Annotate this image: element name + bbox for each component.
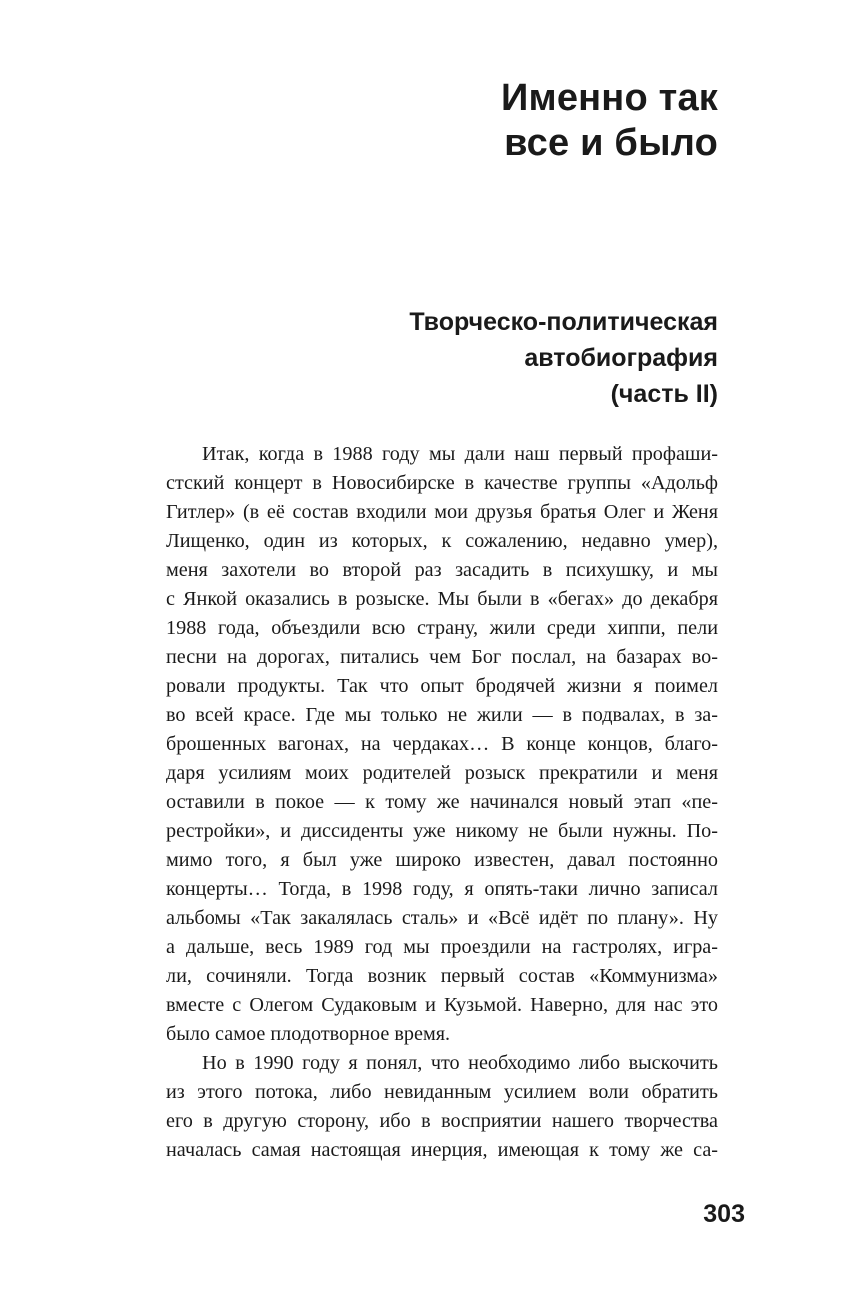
text-line: оставили в покое — к тому же начинался новый этап «пе- bbox=[166, 791, 718, 813]
text-line: стский концерт в Новосибирске в качестве группы «Адольф bbox=[166, 472, 718, 494]
text-line: во всей красе. Где мы только не жили — в подвалах, в за- bbox=[166, 704, 718, 726]
text-line: началась самая настоящая инерция, имеющая к тому же са- bbox=[166, 1139, 718, 1161]
chapter-title-line-2: все и было bbox=[504, 122, 718, 164]
text-line: Но в 1990 году я понял, что необходимо либо выскочить bbox=[202, 1052, 718, 1074]
text-line: Лищенко, один из которых, к сожалению, недавно умер), bbox=[166, 530, 718, 552]
page-number: 303 bbox=[703, 1200, 745, 1228]
text-line: ровали продукты. Так что опыт бродячей жизни я поимел bbox=[166, 675, 718, 697]
text-line: вместе с Олегом Судаковым и Кузьмой. Наверно, для нас это bbox=[166, 994, 718, 1016]
chapter-title-line-1: Именно так bbox=[501, 77, 718, 119]
text-line: Итак, когда в 1988 году мы дали наш первый профаши- bbox=[202, 443, 718, 465]
text-line: его в другую сторону, ибо в восприятии нашего творчества bbox=[166, 1110, 718, 1132]
section-title-line-1: Творческо-политическая bbox=[409, 308, 718, 336]
section-title bbox=[118, 304, 718, 412]
text-line: 1988 года, объездили всю страну, жили среди хиппи, пели bbox=[166, 617, 718, 639]
chapter-title bbox=[118, 76, 718, 166]
section-title-line-2: автобиография bbox=[524, 344, 718, 372]
body-text bbox=[166, 440, 718, 1165]
text-line: из этого потока, либо невиданным усилием воли обратить bbox=[166, 1081, 718, 1103]
paragraph bbox=[166, 440, 718, 1049]
text-line: было самое плодотворное время. bbox=[166, 1023, 451, 1045]
text-line: ли, сочиняли. Тогда возник первый состав «Коммунизма» bbox=[166, 965, 718, 987]
text-line: песни на дорогах, питались чем Бог послал, на базарах во- bbox=[166, 646, 718, 668]
text-line: концерты… Тогда, в 1998 году, я опять-таки лично записал bbox=[166, 878, 718, 900]
section-title-line-3: (часть II) bbox=[610, 380, 718, 408]
text-line: брошенных вагонах, на чердаках… В конце концов, благо- bbox=[166, 733, 718, 755]
text-line: меня захотели во второй раз засадить в психушку, и мы bbox=[166, 559, 718, 581]
text-line: мимо того, я был уже широко известен, давал постоянно bbox=[166, 849, 718, 871]
text-line: Гитлер» (в её состав входили мои друзья братья Олег и Женя bbox=[166, 501, 718, 523]
text-line: рестройки», и диссиденты уже никому не были нужны. По- bbox=[166, 820, 718, 842]
text-line: альбомы «Так закалялась сталь» и «Всё идёт по плану». Ну bbox=[166, 907, 718, 929]
text-line: а дальше, весь 1989 год мы проездили на гастролях, игра- bbox=[166, 936, 718, 958]
paragraph bbox=[166, 1049, 718, 1165]
text-line: с Янкой оказались в розыске. Мы были в «бегах» до декабря bbox=[166, 588, 718, 610]
text-line: даря усилиям моих родителей розыск прекратили и меня bbox=[166, 762, 718, 784]
